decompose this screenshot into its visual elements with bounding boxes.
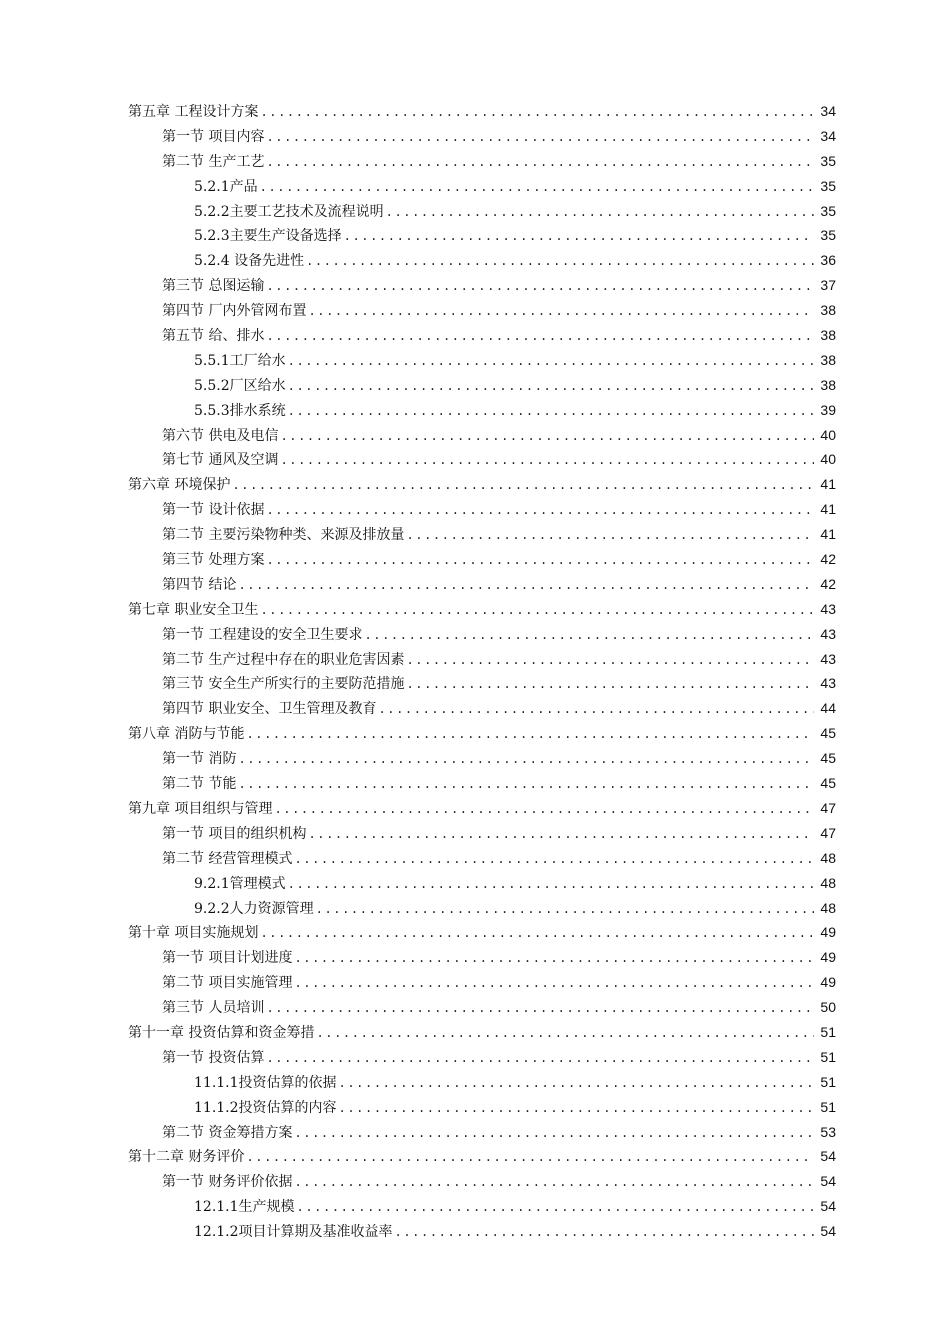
toc-entry-title: 第十一章 投资估算和资金筹措 [128,1024,315,1041]
dot-leader [294,1121,814,1146]
dot-leader [308,822,814,847]
toc-entry-title: 第一节 项目内容 [162,128,265,145]
toc-section-entry[interactable] [128,497,836,522]
toc-page-number: 35 [820,202,836,219]
dot-leader [288,872,814,897]
dot-leader [364,623,814,648]
toc-page-number: 41 [820,476,836,493]
toc-entry-title: 第二节 资金筹措方案 [162,1124,293,1141]
toc-section-entry[interactable] [128,671,836,696]
toc-subsection-entry[interactable] [128,896,836,921]
toc-entry-title: 第三节 总图运输 [162,278,265,295]
toc-chapter-entry[interactable] [128,597,836,622]
toc-page-number: 43 [820,600,836,617]
toc-section-entry[interactable] [128,447,836,472]
toc-entry-title: 第九章 项目组织与管理 [128,800,273,817]
toc-section-entry[interactable] [128,298,836,323]
table-of-contents [128,99,836,1244]
dot-leader [294,847,814,872]
toc-entry-title: 第一节 项目的组织机构 [162,825,307,842]
toc-subsection-entry[interactable] [128,1194,836,1219]
toc-subsection-entry[interactable] [128,373,836,398]
toc-subsection-entry[interactable] [128,1095,836,1120]
toc-page-number: 49 [820,949,836,966]
toc-section-entry[interactable] [128,149,836,174]
toc-page-number: 44 [820,700,836,717]
toc-page-number: 38 [820,376,836,393]
toc-chapter-entry[interactable] [128,1144,836,1169]
toc-entry-title: 第八章 消防与节能 [128,726,245,743]
dot-leader [339,1096,814,1121]
toc-chapter-entry[interactable] [128,796,836,821]
toc-page-number: 45 [820,775,836,792]
toc-section-entry[interactable] [128,647,836,672]
dot-leader [288,349,814,374]
toc-entry-title: 第七章 职业安全卫生 [128,601,259,618]
toc-section-entry[interactable] [128,273,836,298]
toc-page-number: 48 [820,874,836,891]
dot-leader [266,274,814,299]
toc-chapter-entry[interactable] [128,472,836,497]
toc-chapter-entry[interactable] [128,99,836,124]
dot-leader [266,150,814,175]
dot-leader [280,448,814,473]
toc-entry-title: 第一节 财务评价依据 [162,1174,293,1191]
toc-entry-title: 5.2.4 设备先进性 [194,253,305,270]
dot-leader [378,697,814,722]
toc-page-number: 41 [820,526,836,543]
toc-page-number: 34 [820,103,836,119]
toc-page-number: 41 [820,501,836,518]
toc-entry-title: 5.5.3排水系统 [194,402,286,419]
toc-section-entry[interactable] [128,124,836,149]
toc-section-entry[interactable] [128,547,836,572]
toc-section-entry[interactable] [128,1045,836,1070]
toc-entry-title: 第二节 主要污染物种类、来源及排放量 [162,527,405,544]
toc-subsection-entry[interactable] [128,223,836,248]
toc-subsection-entry[interactable] [128,248,836,273]
toc-entry-title: 第二节 生产工艺 [162,153,265,170]
toc-entry-title: 第七节 通风及空调 [162,452,279,469]
toc-entry-title: 第六节 供电及电信 [162,427,279,444]
toc-page-number: 40 [820,451,836,468]
toc-entry-title: 第一节 投资估算 [162,1049,265,1066]
dot-leader [266,498,814,523]
toc-entry-title: 第一节 设计依据 [162,502,265,519]
toc-entry-title: 第十章 项目实施规划 [128,925,259,942]
toc-entry-title: 第五节 给、排水 [162,328,265,345]
dot-leader [339,1071,814,1096]
dot-leader [294,1170,814,1195]
dot-leader [274,797,814,822]
toc-entry-title: 12.1.1生产规模 [194,1199,295,1216]
toc-entry-title: 11.1.2投资估算的内容 [194,1099,337,1116]
dot-leader [238,573,814,598]
toc-entry-title: 第二节 生产过程中存在的职业危害因素 [162,651,405,668]
dot-leader [297,1195,814,1220]
toc-section-entry[interactable] [128,746,836,771]
toc-page-number: 51 [820,1023,836,1040]
toc-entry-title: 5.2.1产品 [194,178,258,195]
toc-section-entry[interactable] [128,771,836,796]
toc-entry-title: 9.2.2人力资源管理 [194,900,314,917]
toc-page-number: 35 [820,227,836,244]
toc-entry-title: 第四节 职业安全、卫生管理及教育 [162,701,377,718]
toc-section-entry[interactable] [128,522,836,547]
toc-entry-title: 第四节 厂内外管网布置 [162,303,307,320]
toc-entry-title: 第六章 环境保护 [128,477,231,494]
toc-page-number: 39 [820,401,836,418]
toc-page-number: 43 [820,625,836,642]
toc-subsection-entry[interactable] [128,174,836,199]
toc-entry-title: 9.2.1管理模式 [194,875,286,892]
toc-entry-title: 第二节 项目实施管理 [162,975,293,992]
dot-leader [266,548,814,573]
toc-page-number: 54 [820,1223,836,1240]
toc-entry-title: 5.5.1工厂给水 [194,352,286,369]
toc-page-number: 51 [820,1098,836,1115]
dot-leader [308,299,814,324]
dot-leader [238,747,814,772]
toc-section-entry[interactable] [128,572,836,597]
toc-subsection-entry[interactable] [128,398,836,423]
toc-page-number: 34 [820,127,836,144]
dot-leader [266,324,814,349]
toc-section-entry[interactable] [128,423,836,448]
toc-page-number: 48 [820,899,836,916]
toc-entry-title: 5.2.3主要生产设备选择 [194,228,342,245]
toc-page-number: 43 [820,650,836,667]
dot-leader [406,523,814,548]
toc-entry-title: 第三节 处理方案 [162,552,265,569]
dot-leader [260,598,814,623]
dot-leader [386,200,814,225]
toc-section-entry[interactable] [128,622,836,647]
toc-page-number: 38 [820,351,836,368]
dot-leader [294,946,814,971]
toc-section-entry[interactable] [128,945,836,970]
dot-leader [266,125,814,150]
toc-chapter-entry[interactable] [128,721,836,746]
dot-leader [395,1220,814,1245]
toc-entry-title: 第三节 人员培训 [162,1000,265,1017]
toc-subsection-entry[interactable] [128,199,836,224]
toc-entry-title: 第十二章 财务评价 [128,1149,245,1166]
dot-leader [260,100,814,125]
toc-page-number: 49 [820,924,836,941]
dot-leader [406,648,814,673]
dot-leader [294,971,814,996]
toc-page-number: 36 [820,252,836,269]
dot-leader [266,1046,814,1071]
dot-leader [266,996,814,1021]
toc-entry-title: 5.2.2主要工艺技术及流程说明 [194,203,384,220]
toc-page-number: 38 [820,327,836,344]
toc-page-number: 45 [820,750,836,767]
dot-leader [288,374,814,399]
toc-entry-title: 第一节 消防 [162,751,237,768]
dot-leader [238,772,814,797]
toc-page-number: 40 [820,426,836,443]
toc-page-number: 54 [820,1148,836,1165]
dot-leader [344,224,814,249]
toc-section-entry[interactable] [128,696,836,721]
dot-leader [280,424,814,449]
toc-page-number: 47 [820,799,836,816]
toc-page-number: 35 [820,152,836,169]
dot-leader [316,1021,814,1046]
toc-page-number: 53 [820,1123,836,1140]
toc-page-number: 51 [820,1073,836,1090]
dot-leader [316,897,814,922]
dot-leader [260,175,814,200]
dot-leader [246,1145,814,1170]
toc-page-number: 54 [820,1198,836,1215]
toc-subsection-entry[interactable] [128,871,836,896]
toc-entry-title: 第二节 经营管理模式 [162,850,293,867]
toc-page-number: 50 [820,999,836,1016]
toc-chapter-entry[interactable] [128,920,836,945]
toc-entry-title: 第三节 安全生产所实行的主要防范措施 [162,676,405,693]
toc-entry-title: 5.5.2厂区给水 [194,377,286,394]
toc-subsection-entry[interactable] [128,1070,836,1095]
toc-chapter-entry[interactable] [128,1020,836,1045]
toc-subsection-entry[interactable] [128,1219,836,1244]
toc-page-number: 45 [820,725,836,742]
toc-section-entry[interactable] [128,1120,836,1145]
toc-page-number: 48 [820,849,836,866]
toc-page-number: 49 [820,974,836,991]
toc-entry-title: 第一节 项目计划进度 [162,950,293,967]
toc-section-entry[interactable] [128,846,836,871]
toc-entry-title: 第五章 工程设计方案 [128,104,259,120]
toc-page-number: 47 [820,824,836,841]
toc-subsection-entry[interactable] [128,348,836,373]
dot-leader [246,722,814,747]
toc-entry-title: 第一节 工程建设的安全卫生要求 [162,626,363,643]
toc-page-number: 43 [820,675,836,692]
toc-section-entry[interactable] [128,1169,836,1194]
toc-section-entry[interactable] [128,970,836,995]
dot-leader [406,672,814,697]
dot-leader [288,399,814,424]
toc-section-entry[interactable] [128,821,836,846]
toc-entry-title: 12.1.2项目计算期及基准收益率 [194,1224,393,1241]
toc-page-number: 37 [820,277,836,294]
toc-entry-title: 11.1.1投资估算的依据 [194,1074,337,1091]
toc-section-entry[interactable] [128,995,836,1020]
toc-page-number: 54 [820,1173,836,1190]
toc-entry-title: 第四节 结论 [162,576,237,593]
toc-page-number: 35 [820,177,836,194]
toc-section-entry[interactable] [128,323,836,348]
dot-leader [232,473,814,498]
toc-page-number: 42 [820,575,836,592]
dot-leader [306,249,814,274]
dot-leader [260,921,814,946]
toc-entry-title: 第二节 节能 [162,776,237,793]
toc-page-number: 51 [820,1048,836,1065]
toc-page-number: 38 [820,302,836,319]
toc-page-number: 42 [820,551,836,568]
